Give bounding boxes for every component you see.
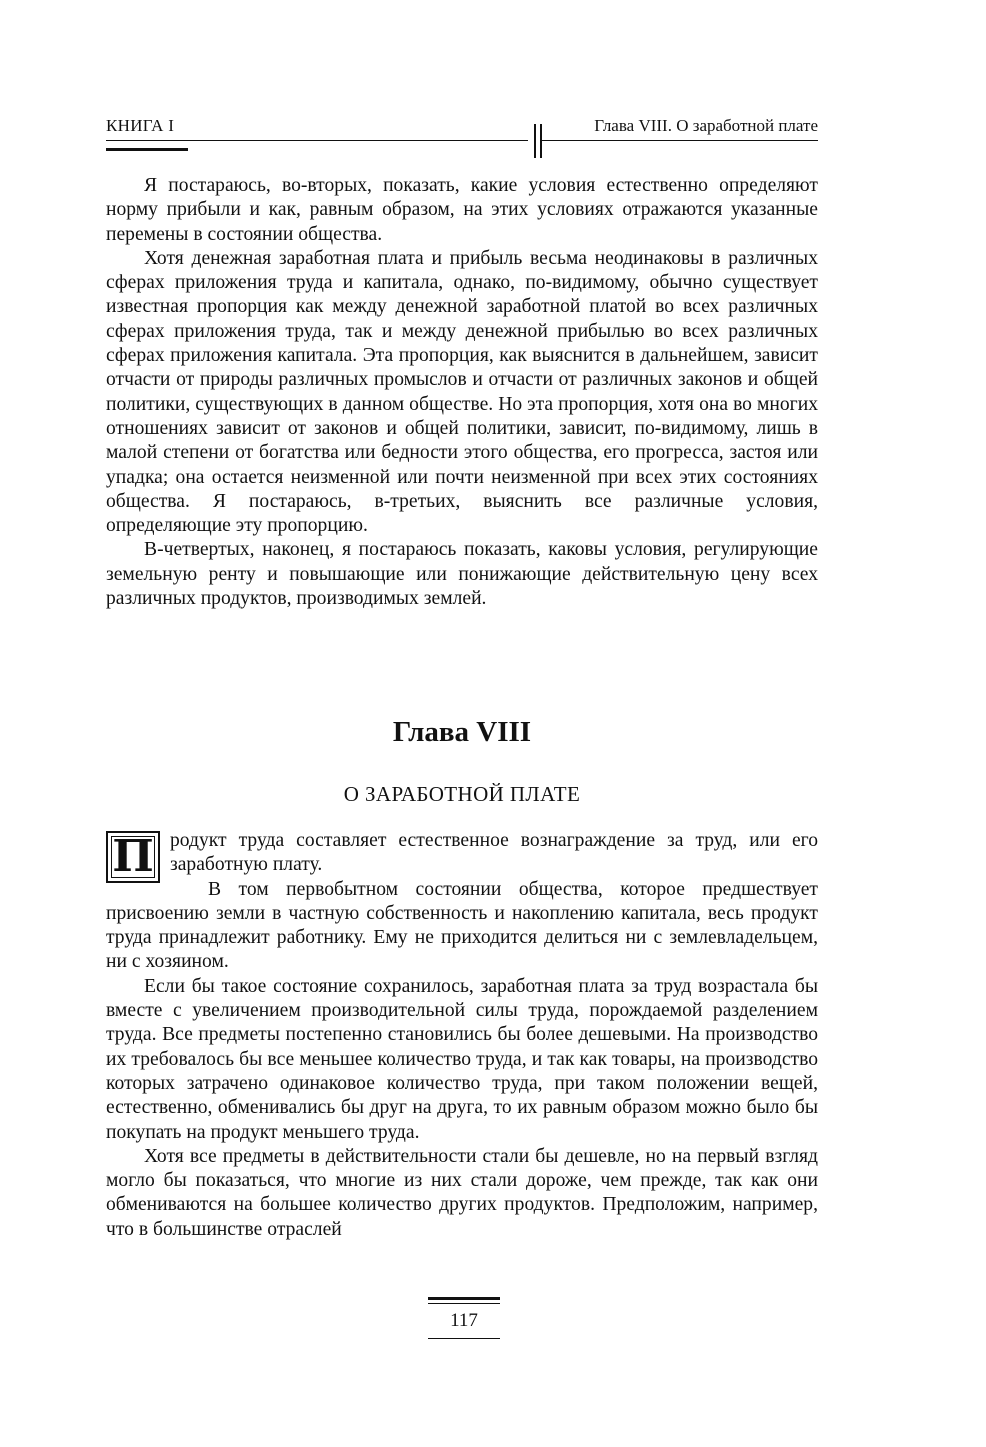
folio-rule-thick: [428, 1297, 500, 1300]
header-rule-thick: [106, 148, 188, 151]
dropcap-letter: П: [112, 831, 154, 882]
paragraph: В-четвертых, наконец, я постараюсь показать, каковы условия, регулирующие земельную ренту и повышающие или понижающие действительную цену всех различных продуктов, производимых землей.: [106, 539, 818, 610]
text-block-intro: [106, 174, 818, 611]
paragraph-first-text: родукт труда составляет естественное вознаграждение за труд, или его заработную плату.: [170, 830, 818, 876]
paragraph: Я постараюсь, во-вторых, показать, какие условия естественно определяют норму прибыли и как, равным образом, на этих условиях отражаются указанные перемены в состоянии общества.: [106, 175, 818, 245]
header-chapter-label: Глава VIII. О заработной плате: [594, 116, 818, 135]
header-book-label: КНИГА I: [106, 116, 175, 135]
page-number-block: [428, 1297, 500, 1339]
chapter-subtitle: О ЗАРАБОТНОЙ ПЛАТЕ: [343, 782, 581, 806]
text-block-chapter: [106, 829, 818, 1242]
paragraph: В том первобытном состоянии общества, которое предшествует присвоению земли в частную собственность и накоплению капитала, весь продукт труда принадлежит работнику. Ему не приходится делиться ни с землевладельцем, ни с хозяином.: [106, 878, 818, 973]
folio-rule-bottom: [428, 1338, 500, 1339]
paragraph: Хотя все предметы в действительности стали бы дешевле, но на первый взгляд могло бы показаться, что многие из них стали дороже, чем прежде, так как они обмениваются на большее количество других продуктов. Предположим, например, что в большинстве отраслей: [106, 1145, 818, 1240]
header-rule-right: [542, 140, 818, 141]
running-header: [106, 112, 818, 160]
page-number: 117: [450, 1310, 478, 1331]
paragraph: Хотя денежная заработная плата и прибыль весьма неодинаковы в различных сферах приложения труда и капитала, однако, по-видимому, обычно существует известная пропорция как между денежной заработной платой во всех различных сферах приложения труда, так и между денежной прибылью во всех различных сферах приложения капитала. Эта пропорция, как выяснится в дальнейшем, зависит отчасти от природы различных промыслов и отчасти от различных законов и общей политики, существующих в данном обществе. Но эта пропорция, хотя она во многих отношениях зависит от законов и общей политики, зависит, по-видимому, лишь в малой степени от богатства или бедности этого общества, его прогресса, застоя или упадка; она остается неизменной или почти неизменной при всех этих состояниях общества. Я постараюсь, в-третьих, выяснить все различные условия, определяющие эту пропорцию.: [106, 247, 818, 537]
header-rule-left: [106, 140, 528, 141]
paragraph: Если бы такое состояние сохранилось, заработная плата за труд возрастала бы вместе с увеличением производительной силы труда, порождаемой разделением труда. Все предметы постепенно становились бы более дешевыми. На производство их требовалось бы все меньшее количество труда, и так как товары, на производство которых затрачено одинаковое количество труда, при таком положении вещей, естественно, обменивались бы друг на друга, то их равным образом можно было бы покупать на продукт меньшего труда.: [106, 975, 818, 1143]
dropcap-initial: [106, 831, 160, 883]
header-divider-bar: [534, 124, 542, 158]
paragraph-first: [106, 829, 818, 882]
folio-rule-thin: [428, 1303, 500, 1304]
chapter-title: Глава VIII: [392, 716, 532, 748]
